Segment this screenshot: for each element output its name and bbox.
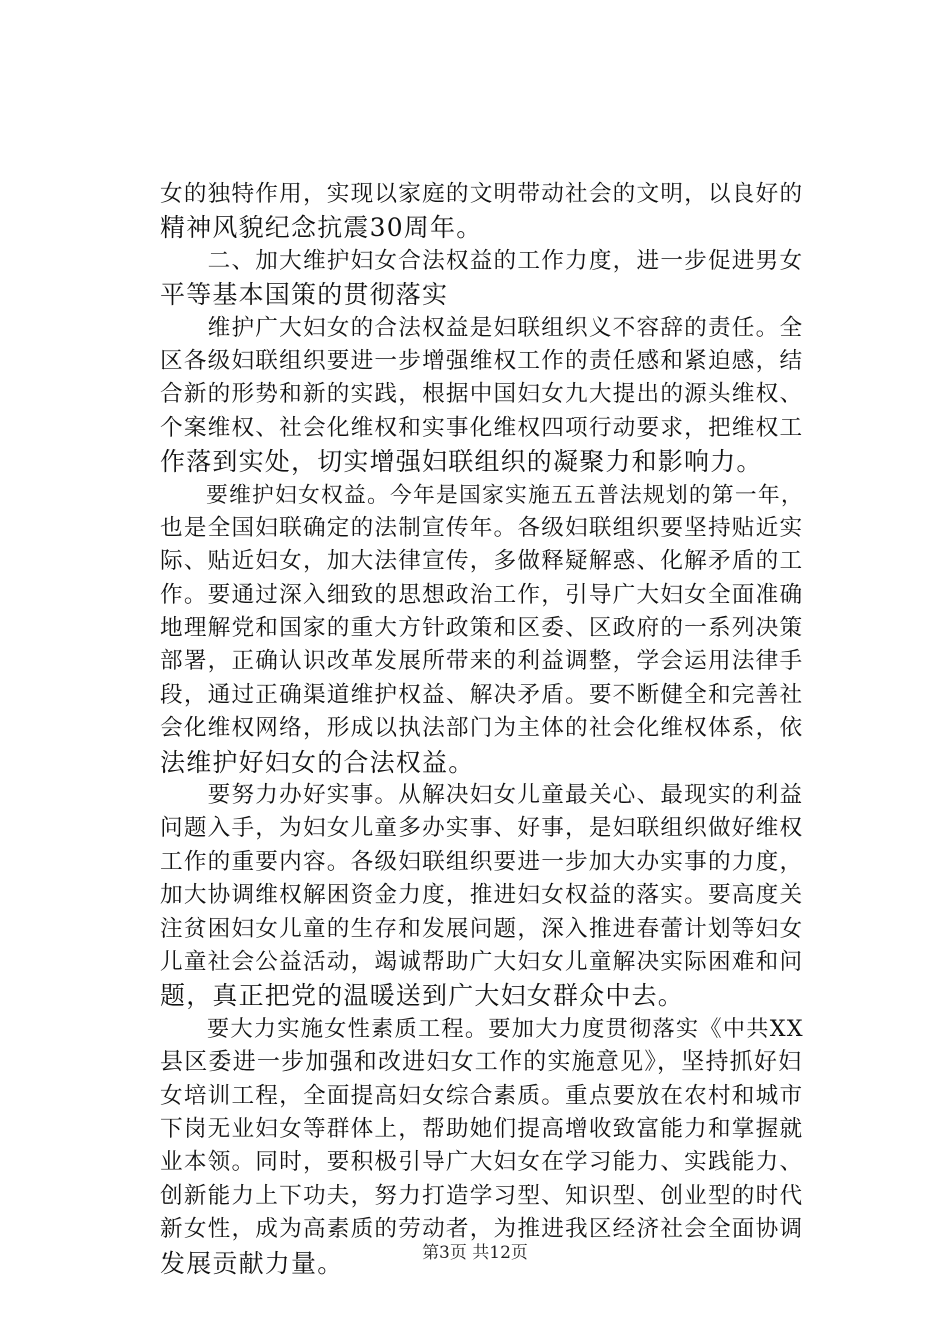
text-line: 县区委进一步加强和改进妇女工作的实施意见》，坚持抓好妇 xyxy=(160,1049,803,1076)
text-line: 工作的重要内容。各级妇联组织要进一步加大办实事的力度， xyxy=(160,848,804,875)
text-line: 下岗无业妇女等群体上，帮助她们提高增收致富能力和掌握就 xyxy=(160,1115,804,1142)
text-line: 女培训工程，全面提高妇女综合素质。重点要放在农村和城市 xyxy=(160,1082,804,1109)
section-heading-line: 平等基本国策的贯彻落实 xyxy=(160,280,449,310)
text-line: 问题入手，为妇女儿童多办实事、好事，是妇联组织做好维权 xyxy=(160,815,804,842)
text-line: 部署，正确认识改革发展所带来的利益调整，学会运用法律手 xyxy=(160,648,804,675)
text-line: 注贫困妇女儿童的生存和发展问题，深入推进春蕾计划等妇女 xyxy=(160,915,804,942)
text-line: 也是全国妇联确定的法制宣传年。各级妇联组织要坚持贴近实 xyxy=(160,514,804,541)
text-line: 合新的形势和新的实践，根据中国妇女九大提出的源头维权、 xyxy=(160,381,804,408)
text-line: 业本领。同时，要积极引导广大妇女在学习能力、实践能力、 xyxy=(160,1149,804,1176)
text-line: 会化维权网络，形成以执法部门为主体的社会化维权体系，依 xyxy=(160,715,804,742)
section-heading-line: 二、加大维护妇女合法权益的工作力度，进一步促进男女 xyxy=(160,247,804,274)
text-line: 要维护妇女权益。今年是国家实施五五普法规划的第一年， xyxy=(160,482,804,508)
text-line: 作。要通过深入细致的思想政治工作，引导广大妇女全面准确 xyxy=(160,581,804,608)
text-line: 维护广大妇女的合法权益是妇联组织义不容辞的责任。全 xyxy=(160,314,804,341)
text-line: 题，真正把党的温暖送到广大妇女群众中去。 xyxy=(160,981,685,1011)
text-line: 际、贴近妇女，加大法律宣传，多做释疑解惑、化解矛盾的工 xyxy=(160,548,804,575)
text-line: 精神风貌纪念抗震30周年。 xyxy=(160,213,483,243)
page-number-footer: 第3页 共12页 xyxy=(422,1243,528,1263)
text-line: 女的独特作用，实现以家庭的文明带动社会的文明，以良好的 xyxy=(160,181,804,207)
text-line: 加大协调维权解困资金力度，推进妇女权益的落实。要高度关 xyxy=(160,882,804,909)
text-line: 区各级妇联组织要进一步增强维权工作的责任感和紧迫感，结 xyxy=(160,347,804,374)
text-line: 新女性，成为高素质的劳动者，为推进我区经济社会全面协调 xyxy=(160,1216,804,1243)
text-line: 创新能力上下功夫，努力打造学习型、知识型、创业型的时代 xyxy=(160,1182,804,1209)
text-line: 发展贡献力量。 xyxy=(160,1248,344,1278)
text-line: 个案维权、社会化维权和实事化维权四项行动要求，把维权工 xyxy=(160,414,804,441)
text-line: 段，通过正确渠道维护权益、解决矛盾。要不断健全和完善社 xyxy=(160,681,804,708)
text-line: 作落到实处，切实增强妇联组织的凝聚力和影响力。 xyxy=(160,447,763,477)
text-line: 要大力实施女性素质工程。要加大力度贯彻落实《中共XX xyxy=(160,1015,804,1042)
text-line: 要努力办好实事。从解决妇女儿童最关心、最现实的利益 xyxy=(160,782,804,809)
text-line: 法维护好妇女的合法权益。 xyxy=(160,747,475,777)
text-line: 儿童社会公益活动，竭诚帮助广大妇女儿童解决实际困难和问 xyxy=(160,948,804,975)
text-line: 地理解党和国家的重大方针政策和区委、区政府的一系列决策 xyxy=(160,615,804,642)
body-text xyxy=(160,178,804,1280)
